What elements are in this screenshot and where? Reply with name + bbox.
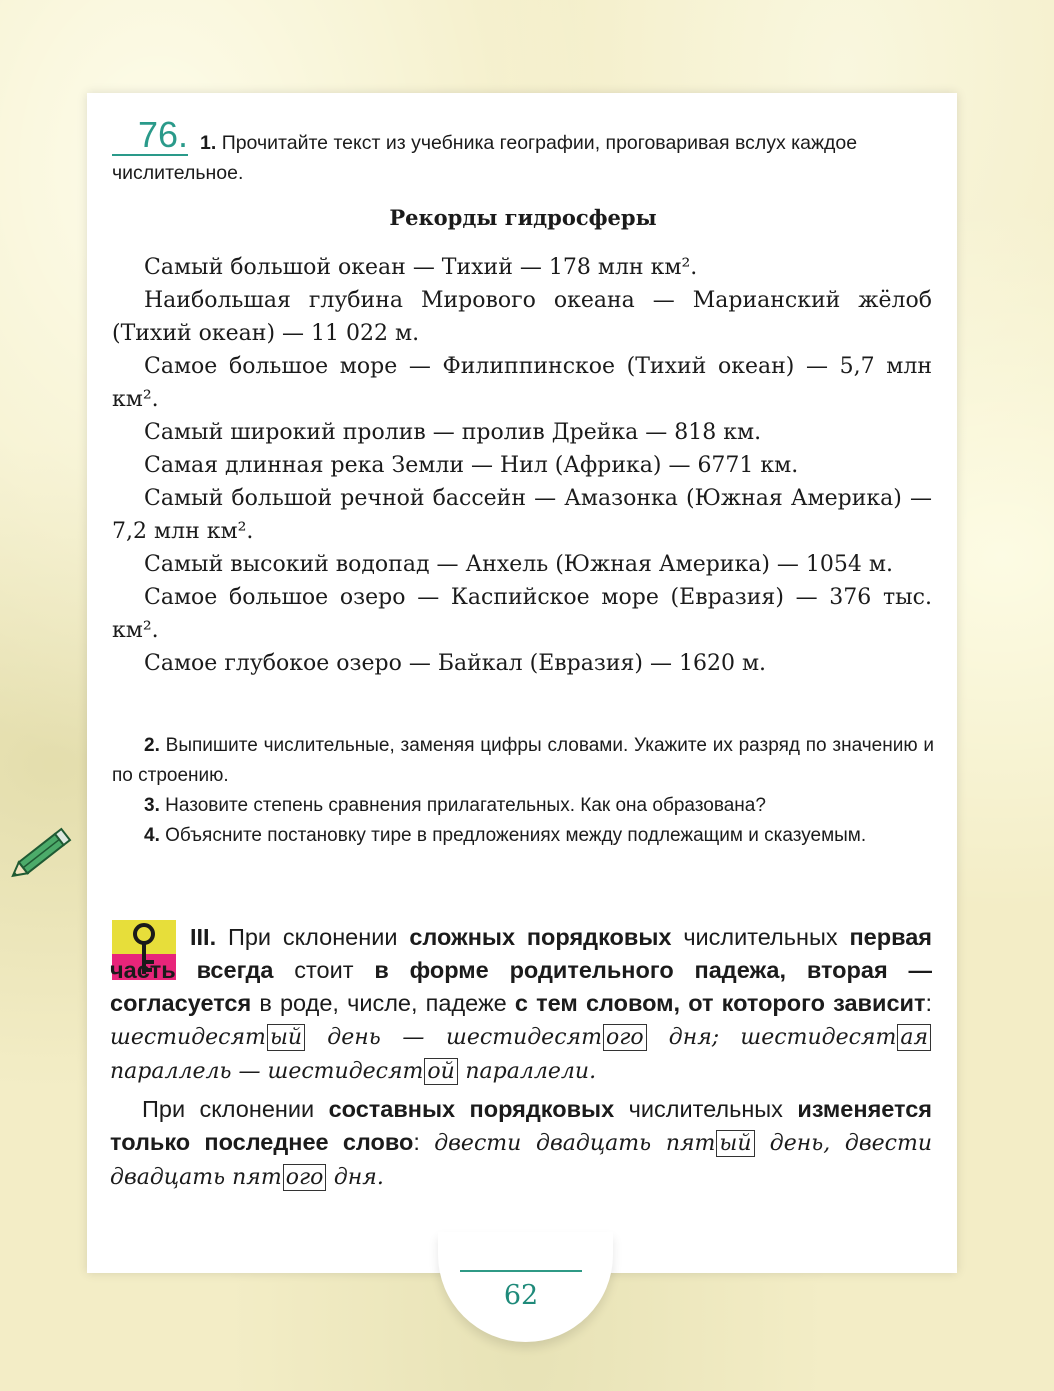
example-ending: ый <box>716 1130 754 1157</box>
text-title: Рекорды гидросферы <box>389 205 657 230</box>
record-line: Самый большой речной бассейн — Амазонка (Южная Америка) — 7,2 млн км². <box>112 486 932 544</box>
rule-bold: первая часть всегда <box>110 924 933 983</box>
question-item <box>112 821 934 851</box>
rule-roman-number: III. <box>190 924 217 950</box>
task-1-number: 1. <box>200 132 217 154</box>
example-word: день — шестидесят <box>327 1025 602 1050</box>
exercise-number: 76. <box>112 116 188 156</box>
page-number: 62 <box>503 1280 539 1311</box>
example-word: двести двадцать пят <box>434 1131 716 1156</box>
rule-bold: составных порядковых <box>328 1096 615 1122</box>
record-line: Самый высокий водопад — Анхель (Южная Америка) — 1054 м. <box>144 552 893 577</box>
question-item <box>112 731 934 791</box>
rule-bold: сложных порядковых <box>409 924 672 950</box>
example-word: шестидесят <box>110 1025 266 1050</box>
rule-text: в роде, числе, падеже <box>259 990 507 1016</box>
rule-text: : <box>925 990 933 1016</box>
question-number: 3. <box>144 795 160 816</box>
record-line: Самый большой океан — Тихий — 178 млн км². <box>144 255 698 280</box>
rule-text: числительных <box>628 1096 783 1122</box>
example-ending: ого <box>283 1164 327 1191</box>
task-1-text: Прочитайте текст из учебника географии, проговаривая вслух каждое числительное. <box>112 132 858 184</box>
rule-text: стоит <box>294 957 354 983</box>
record-line: Наибольшая глубина Мирового океана — Марианский жёлоб (Тихий океан) — 11 022 м. <box>112 288 932 346</box>
example-word: параллели. <box>465 1059 597 1084</box>
example-ending: ый <box>267 1024 305 1051</box>
record-line: Самое большое озеро — Каспийское море (Евразия) — 376 тыс. км². <box>112 585 932 643</box>
example-word: дня. <box>333 1165 384 1190</box>
record-line: Самое большое море — Филиппинское (Тихий океан) — 5,7 млн км². <box>112 354 932 412</box>
example-ending: ого <box>603 1024 647 1051</box>
record-line: Самый широкий пролив — пролив Дрейка — 818 км. <box>144 420 762 445</box>
rule-text: числительных <box>683 924 838 950</box>
rule-text: При склонении <box>142 1096 315 1122</box>
rule-text: : <box>413 1129 420 1155</box>
example-word: параллель — шестидесят <box>110 1059 424 1084</box>
records-text <box>112 251 932 680</box>
example-ending: ая <box>897 1024 931 1051</box>
question-text: Объясните постановку тире в предложениях между подлежащим и сказуемым. <box>165 825 867 846</box>
rule-bold: в форме родительного падежа, вторая — согласуется <box>110 957 932 1016</box>
example-ending: ой <box>424 1058 457 1085</box>
question-number: 4. <box>144 825 160 846</box>
task-1 <box>112 128 934 188</box>
rule-block <box>110 921 932 1194</box>
questions-list <box>112 731 934 851</box>
rule-bold: с тем словом, от которого зависит <box>514 990 926 1016</box>
question-number: 2. <box>144 735 160 756</box>
question-text: Выпишите числительные, заменяя цифры словами. Укажите их разряд по значению и по строению. <box>112 735 935 786</box>
example-word: дня; <box>668 1025 720 1050</box>
rule-paragraph-2 <box>110 1093 932 1194</box>
question-item <box>112 791 934 821</box>
page-number-line <box>460 1270 582 1272</box>
example-word: шестидесят <box>740 1025 897 1050</box>
rule-bold: изменяется только последнее слово <box>110 1096 933 1155</box>
record-line: Самая длинная река Земли — Нил (Африка) — 6771 км. <box>144 453 799 478</box>
example-word: день, двести двадцать пят <box>110 1131 933 1190</box>
pencil-icon <box>4 822 80 884</box>
rule-paragraph-1 <box>110 921 932 1088</box>
rule-text: При склонении <box>227 924 398 950</box>
record-line: Самое глубокое озеро — Байкал (Евразия) — 1620 м. <box>144 651 767 676</box>
question-text: Назовите степень сравнения прилагательных. Как она образована? <box>165 795 766 816</box>
